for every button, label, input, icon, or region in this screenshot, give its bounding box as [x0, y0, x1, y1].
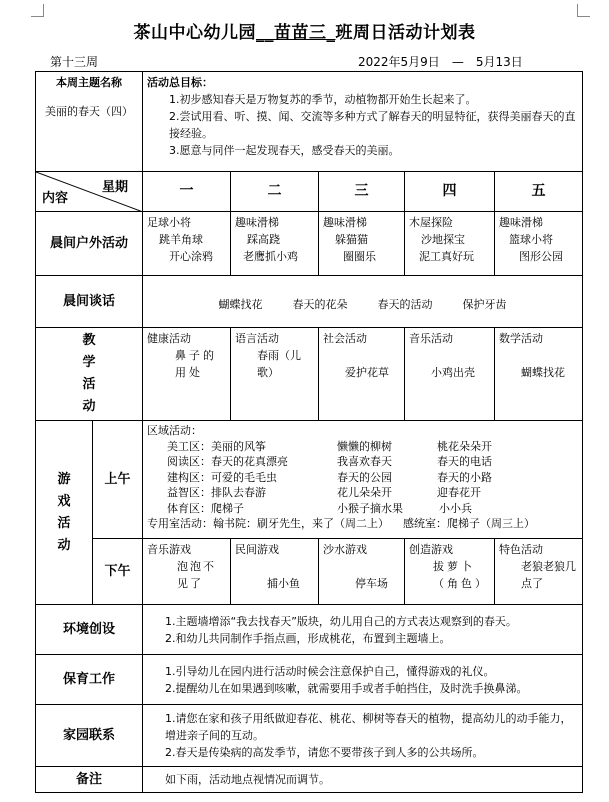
care-label: 保育工作 — [36, 655, 143, 705]
remarks-row — [36, 767, 583, 793]
date-end: 5月13日 — [475, 55, 523, 69]
goal-item: 2.尝试用看、听、摸、闻、交流等多种方式了解春天的明显特征，获得美丽春天的直接经验。 — [169, 110, 576, 140]
area-item: 美丽的风筝 — [211, 439, 266, 453]
label-char: 教 — [82, 333, 96, 348]
activity-item: 沙地探宝 — [421, 233, 465, 246]
pm-game-cell — [495, 539, 583, 605]
area-name: 建构区： — [167, 470, 211, 484]
theme-name: 美丽的春天（四） — [45, 105, 133, 118]
day-monday: 一 — [143, 172, 231, 212]
date-start: 2022年5月9日 — [358, 55, 440, 69]
care-item: 2.提醒幼儿在如果遇到咳嗽，就需要用手或者手帕挡住，及时洗手换鼻涕。 — [165, 681, 528, 695]
game-content: 拔萝卜（角色） — [433, 560, 489, 590]
game-content: 泡泡不见了 — [177, 560, 216, 590]
activity-item: 躲猫猫 — [335, 233, 368, 246]
morning-talk-label: 晨间谈话 — [36, 276, 143, 328]
activity-item: 圈圈乐 — [343, 250, 376, 263]
activity-item: 踩高跷 — [247, 233, 280, 246]
class-name: 苗苗三 — [274, 23, 327, 43]
games-am-label: 上午 — [93, 421, 143, 539]
label-char: 动 — [82, 399, 96, 414]
teaching-row — [36, 328, 583, 421]
label-char: 戏 — [57, 493, 71, 509]
games-pm-label: 下午 — [93, 539, 143, 605]
teaching-cell — [319, 328, 405, 421]
game-type: 特色活动 — [499, 543, 543, 556]
games-label — [36, 421, 93, 605]
activity-item: 图形公园 — [519, 250, 563, 263]
game-type: 创造游戏 — [409, 543, 453, 556]
activity-item: 趣味滑梯 — [235, 216, 279, 229]
area-name: 阅读区： — [167, 455, 211, 468]
special-item: 翰书院：刷牙先生，来了（周二上） — [213, 517, 389, 530]
family-item: 2.春天是传染病的高发季节，请您不要带孩子到人多的公共场所。 — [165, 746, 484, 759]
talk-topic: 春天的花朵 — [292, 298, 348, 311]
environment-label: 环境创设 — [36, 605, 143, 655]
special-title: 专用室活动： — [147, 517, 213, 530]
pm-game-cell — [231, 539, 319, 605]
theme-label: 本周主题名称 — [56, 76, 122, 89]
area-row — [167, 485, 578, 501]
activity-item: 泥工真好玩 — [419, 250, 474, 263]
area-item: 我喜欢春天 — [337, 455, 392, 468]
teaching-cell — [495, 328, 583, 421]
week-number: 第十三周 — [50, 55, 99, 69]
date-range — [358, 53, 523, 70]
morning-outdoor-cell — [231, 212, 319, 276]
activity-content: 小鸡出壳 — [431, 366, 475, 379]
activity-item: 老鹰抓小鸡 — [243, 250, 298, 263]
activity-content: 爱护花草 — [345, 366, 389, 379]
talk-topic: 蝴蝶找花 — [218, 298, 263, 311]
remarks-label: 备注 — [36, 767, 143, 793]
label-char: 动 — [57, 537, 71, 553]
morning-outdoor-cell — [319, 212, 405, 276]
area-item: 可爱的毛毛虫 — [211, 470, 277, 484]
morning-talk-cell — [143, 276, 583, 328]
label-char: 学 — [82, 355, 96, 370]
activity-item: 趣味滑梯 — [323, 216, 367, 229]
game-type: 沙水游戏 — [323, 543, 367, 556]
day-header-row — [36, 172, 583, 212]
area-row — [167, 454, 578, 470]
area-item: 春天的花真漂亮 — [211, 455, 288, 468]
talk-topic: 春天的活动 — [377, 298, 433, 311]
area-item: 小小兵 — [439, 501, 472, 515]
diagonal-header-cell — [36, 172, 143, 212]
label-char: 活 — [82, 377, 96, 392]
area-item: 春天的小路 — [437, 470, 492, 484]
activity-item: 足球小将 — [147, 216, 191, 229]
environment-cell — [143, 605, 583, 655]
area-item: 小猴子摘水果 — [337, 501, 403, 515]
activity-type: 语言活动 — [235, 332, 279, 345]
activity-item: 篮球小将 — [509, 233, 553, 246]
care-row — [36, 655, 583, 705]
area-item: 桃花朵朵开 — [437, 439, 492, 453]
games-am-row — [36, 421, 583, 539]
family-label: 家园联系 — [36, 705, 143, 767]
teaching-cell — [143, 328, 231, 421]
game-content: 老狼老狼几点了 — [521, 560, 576, 590]
teaching-cell — [405, 328, 495, 421]
area-name: 美工区： — [167, 439, 211, 453]
morning-outdoor-cell — [405, 212, 495, 276]
activity-item: 木屋探险 — [409, 216, 453, 229]
pm-game-cell — [143, 539, 231, 605]
pm-game-cell — [319, 539, 405, 605]
label-char: 游 — [57, 471, 71, 487]
activity-type: 健康活动 — [147, 332, 191, 345]
teaching-label — [36, 328, 143, 421]
title-suffix: 班周日活动计划表 — [335, 23, 476, 43]
page-corner-mark-right — [577, 4, 590, 17]
content-header-label: 内容 — [42, 191, 69, 206]
area-row — [167, 470, 578, 486]
goal-item: 3.愿意与同伴一起发现春天，感受春天的美丽。 — [169, 144, 400, 157]
day-friday: 五 — [495, 172, 583, 212]
area-list — [147, 439, 578, 517]
morning-outdoor-row — [36, 212, 583, 276]
area-item: 春天的电话 — [437, 455, 492, 468]
remarks-text: 如下雨，活动地点视情况而调节。 — [143, 767, 583, 793]
goals-cell — [143, 72, 583, 172]
page-title: 茶山中心幼儿园__苗苗三_班周日活动计划表 — [133, 23, 476, 43]
pm-game-cell — [405, 539, 495, 605]
area-item: 排队去春游 — [211, 486, 266, 499]
activity-type: 音乐活动 — [409, 332, 453, 345]
page-corner-mark-left — [31, 4, 44, 17]
morning-outdoor-cell — [495, 212, 583, 276]
area-row — [167, 439, 578, 455]
game-type: 音乐游戏 — [147, 543, 191, 556]
area-row — [167, 501, 578, 517]
area-name: 体育区： — [167, 501, 211, 515]
teaching-cell — [231, 328, 319, 421]
morning-outdoor-cell — [143, 212, 231, 276]
game-type: 民间游戏 — [235, 543, 279, 556]
game-content: 停车场 — [355, 577, 388, 590]
activity-item: 跳羊角球 — [159, 233, 203, 246]
goals-title: 活动总目标： — [147, 76, 213, 89]
theme-cell — [36, 72, 143, 172]
day-wednesday: 三 — [319, 172, 405, 212]
environment-item: 1.主题墙增添“我去找春天”版块，幼儿用自己的方式表达观察到的春天。 — [165, 614, 517, 628]
area-item: 爬梯子 — [211, 501, 244, 515]
theme-row — [36, 72, 583, 172]
special-item: 感统室：爬梯子（周三上） — [403, 517, 535, 530]
environment-item: 2.和幼儿共同制作手指点画，形成桃花，布置到主题墙上。 — [165, 631, 451, 645]
activity-item: 趣味滑梯 — [499, 216, 543, 229]
special-room-row — [147, 516, 578, 532]
care-cell — [143, 655, 583, 705]
activity-content: 春雨（儿歌） — [257, 349, 301, 379]
family-row — [36, 705, 583, 767]
goal-item: 1.初步感知春天是万物复苏的季节，动植物都开始生长起来了。 — [169, 93, 477, 106]
day-header-label: 星期 — [101, 180, 128, 195]
date-separator: — — [451, 55, 464, 69]
area-name: 益智区： — [167, 486, 211, 499]
activity-content: 鼻子的用处 — [175, 349, 217, 379]
family-item: 1.请您在家和孩子用纸做迎春花、桃花、柳树等春天的植物，提高幼儿的动手能力，增进亲子间的互动。 — [165, 712, 572, 742]
area-item: 迎春花开 — [437, 486, 481, 499]
area-item: 春天的公园 — [337, 470, 392, 484]
weekly-plan-table — [35, 71, 583, 793]
day-thursday: 四 — [405, 172, 495, 212]
kindergarten-name: 茶山中心幼儿园 — [133, 23, 256, 43]
activity-type: 数学活动 — [499, 332, 543, 345]
family-cell — [143, 705, 583, 767]
morning-talk-row — [36, 276, 583, 328]
area-title: 区域活动： — [147, 424, 202, 437]
label-char: 活 — [57, 515, 71, 531]
games-pm-row — [36, 539, 583, 605]
area-activities-cell — [143, 421, 583, 539]
day-tuesday: 二 — [231, 172, 319, 212]
environment-row — [36, 605, 583, 655]
morning-outdoor-label: 晨间户外活动 — [36, 212, 143, 276]
activity-type: 社会活动 — [323, 332, 367, 345]
activity-item: 开心涂鸦 — [169, 250, 213, 263]
activity-content: 蝴蝶找花 — [521, 366, 565, 379]
area-item: 懒懒的柳树 — [337, 439, 392, 453]
talk-topic: 保护牙齿 — [462, 298, 507, 311]
care-item: 1.引导幼儿在园内进行活动时候会注意保护自己，懂得游戏的礼仪。 — [165, 664, 495, 678]
area-item: 花儿朵朵开 — [337, 486, 392, 499]
game-content: 捕小鱼 — [267, 577, 300, 590]
